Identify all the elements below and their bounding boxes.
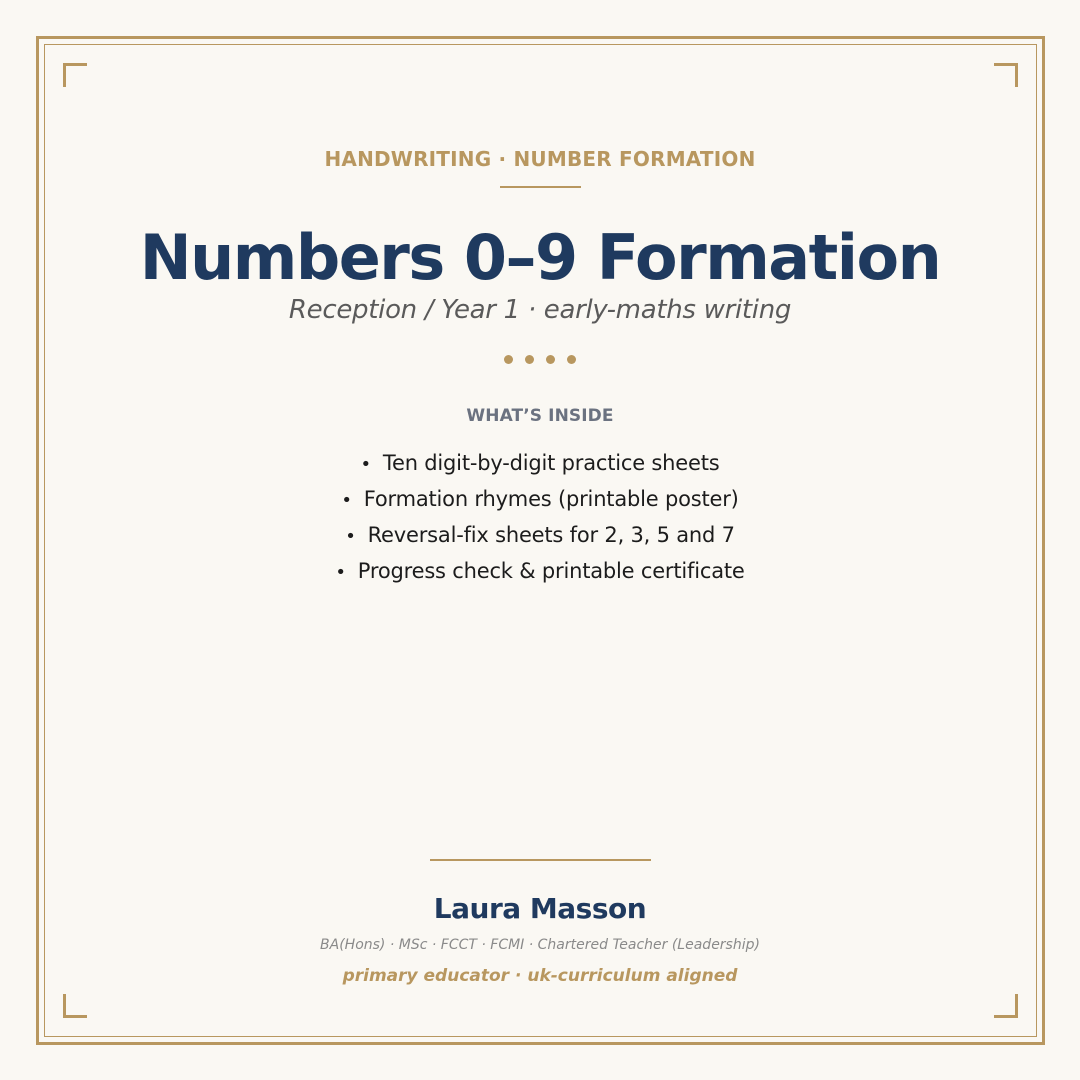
category-eyebrow: HANDWRITING · NUMBER FORMATION	[324, 147, 756, 171]
divider-dot	[567, 355, 576, 364]
eyebrow-divider	[500, 186, 581, 188]
bullet-icon: •	[335, 562, 346, 583]
footer-divider	[430, 859, 651, 861]
list-item-text: Reversal-fix sheets for 2, 3, 5 and 7	[367, 523, 735, 547]
corner-ornament-top-right	[994, 63, 1018, 87]
list-item	[0, 482, 1080, 518]
list-item	[0, 518, 1080, 554]
bullet-icon: •	[341, 490, 352, 511]
bullet-icon: •	[345, 526, 356, 547]
page-subtitle: Reception / Year 1 · early-maths writing	[288, 295, 792, 325]
corner-ornament-bottom-left	[63, 994, 87, 1018]
divider-dot	[525, 355, 534, 364]
page-title: Numbers 0–9 Formation	[139, 221, 941, 294]
corner-ornament-top-left	[63, 63, 87, 87]
author-name: Laura Masson	[433, 892, 647, 925]
list-item	[0, 446, 1080, 482]
corner-ornament-bottom-right	[994, 994, 1018, 1018]
author-credentials: BA(Hons) · MSc · FCCT · FCMI · Chartered Teacher (Leadership)	[320, 937, 760, 953]
section-heading: WHAT’S INSIDE	[466, 406, 614, 426]
divider-dot	[504, 355, 513, 364]
dot-divider	[504, 355, 576, 365]
bullet-icon: •	[360, 454, 371, 475]
list-item-text: Progress check & printable certificate	[357, 559, 745, 583]
list-item-text: Formation rhymes (printable poster)	[363, 487, 739, 511]
list-item-text: Ten digit-by-digit practice sheets	[382, 451, 720, 475]
author-tagline: primary educator · uk-curriculum aligned	[342, 966, 738, 986]
divider-dot	[546, 355, 555, 364]
contents-list	[0, 446, 1080, 590]
list-item	[0, 554, 1080, 590]
